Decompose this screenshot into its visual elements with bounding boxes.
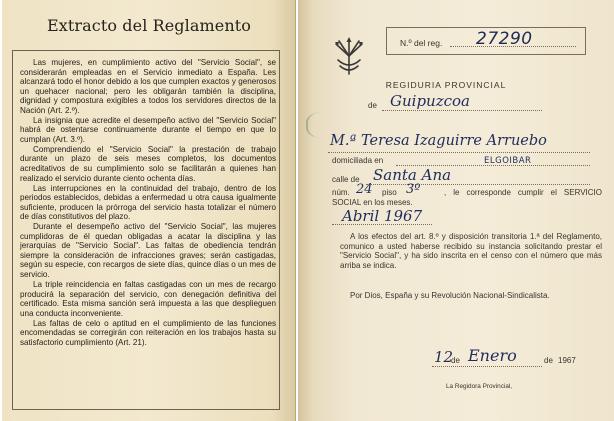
left-page bbox=[2, 0, 296, 421]
registration-number: 27290 bbox=[476, 29, 533, 49]
regulation-paragraph: Las interrupciones en la continuidad del trabajo, dentro de los periodos establecidos, debidas a enfermedad u otra causa igualmente suficiente, producen la prórroga del servicio hasta totalizar el número de días constitutivos del plazo. bbox=[20, 183, 276, 222]
street-label: calle de bbox=[332, 175, 360, 184]
regulation-paragraph: Durante el desempeño activo del "Servicio Social", las mujeres cumplidoras de él quedan obligadas a acatar la disciplina y las jerarquías de "Servicio Social". Las faltas de obediencia tendrán siempre la consideración de infracciones graves; serán castigadas, según su especie, con recargos de siete días, quince días o un mes de servicio. bbox=[20, 222, 276, 280]
months-value: Abril 1967 bbox=[342, 207, 423, 225]
date-dotline bbox=[432, 366, 542, 367]
date-de-2: de bbox=[544, 356, 553, 365]
regulation-paragraph: Las faltas de celo o aptitud en el cumplimiento de las funciones encomendadas se corregirán con reiteración en los trabajos hasta su satisfactorio cumplimiento (Art. 21). bbox=[20, 318, 276, 347]
regulation-paragraph: La triple reincidencia en faltas castigadas con un mes de recargo producirá la separación del servicio, con denegación definitiva del certificado. Esta misma sanción será impuesta a las que desplieguen una conducta inconveniente. bbox=[20, 280, 276, 318]
inscription-paragraph: A los efectos del art. 8.º y disposición transitoria 1.ª del Reglamento, comunico a usted haberse recibido su instancia solicitando prestar el "Servicio Social", y ha sido inscrita en el censo con el número que más arriba se indica. bbox=[340, 232, 602, 270]
signature-label: La Regidora Provincial, bbox=[446, 383, 513, 390]
yoke-and-arrows-emblem-icon bbox=[332, 36, 366, 78]
street-value: Santa Ana bbox=[373, 166, 452, 184]
regulation-text bbox=[20, 58, 276, 348]
regulation-paragraph: La insignia que acredite el desempeño activo del "Servicio Social" habrá de ostentarse continuamente durante el tiempo en que lo cumplan (Art. 3.º). bbox=[20, 115, 276, 144]
number-label: núm. bbox=[332, 188, 350, 197]
date-month: Enero bbox=[468, 346, 517, 365]
recipient-name: M.ª Teresa Izaguirre Arruebo bbox=[330, 133, 547, 149]
floor-value: 3º bbox=[406, 182, 421, 197]
floor-label: piso bbox=[382, 188, 397, 197]
domiciled-label: domiciliada en bbox=[332, 156, 384, 165]
date-day: 12 bbox=[434, 348, 454, 366]
name-dotline bbox=[328, 152, 590, 153]
right-page bbox=[298, 0, 614, 421]
date-de-1: de bbox=[451, 356, 460, 365]
date-year: 1967 bbox=[558, 356, 576, 365]
registration-label: N.º del reg. bbox=[400, 38, 443, 48]
org-title: REGIDURIA PROVINCIAL bbox=[385, 80, 507, 90]
left-page-title: Extracto del Reglamento bbox=[46, 16, 252, 35]
regulation-paragraph: Las mujeres, en cumplimiento activo del "Servicio Social", se considerarán empleadas en el Servicio inmediato a España. Les alcanzará todo el honor debido a los que cumplen exactos y generosos un quehacer nacional; pero les obligarán también la disciplina, dignidad y compostura exigibles a todos los servidores directos de la Nación (Art. 2.º). bbox=[20, 58, 276, 115]
service-months-text: , le corresponde cumplir el SERVICIO SOCIAL en los meses. bbox=[332, 188, 602, 207]
street-dotline bbox=[366, 184, 590, 185]
number-value: 24 bbox=[356, 182, 373, 197]
province-label: de bbox=[368, 101, 377, 110]
province-dotline bbox=[382, 110, 542, 111]
motto-paragraph: Por Dios, España y su Revolución Nacional-Sindicalista. bbox=[350, 291, 550, 300]
regulation-paragraph: Comprendiendo el "Servicio Social" la prestación de trabajo durante un plazo de seis meses completos, los documentos acreditativos de su cumplimiento solo se facilitarán a quienes han realizado el servicio durante ciento ochenta días. bbox=[20, 144, 276, 183]
city-value: ELGOIBAR bbox=[484, 156, 532, 166]
province-value: Guipuzcoa bbox=[390, 92, 470, 110]
